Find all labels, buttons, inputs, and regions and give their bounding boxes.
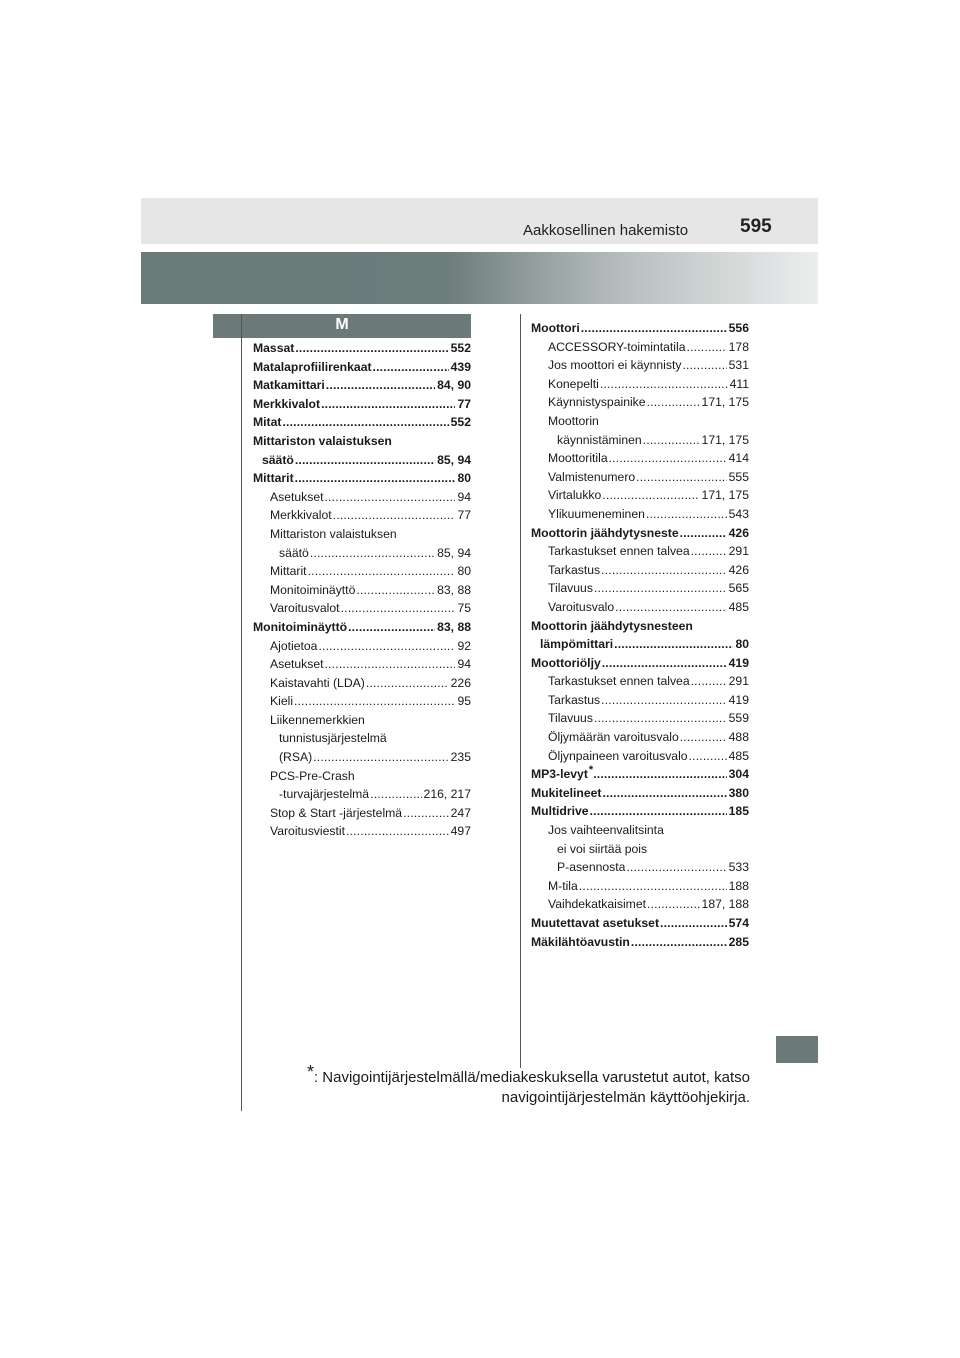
footnote-marker: * (306, 1062, 314, 1082)
header-gradient-bar (141, 252, 818, 304)
index-entry (531, 412, 749, 431)
index-entry-text: Mittarit (270, 564, 307, 579)
index-entry-text: -turvajärjestelmä (279, 787, 370, 802)
index-entry (531, 840, 749, 859)
index-entry (531, 858, 749, 877)
index-entry-text: ACCESSORY-toimintatila (548, 339, 686, 354)
index-entry-page: 226 (449, 674, 471, 693)
index-entry-page: 291 (727, 672, 749, 691)
index-entry-page: 419 (727, 691, 749, 710)
index-entry (531, 468, 749, 487)
index-entry (531, 319, 749, 338)
index-entry (253, 451, 471, 470)
index-entry-text: Varoitusvalo (548, 599, 615, 614)
column-divider-line (520, 314, 521, 1068)
index-entry-page: 531 (727, 356, 749, 375)
index-entry-page: 497 (449, 822, 471, 841)
index-entry-text: Monitoiminäyttö (270, 582, 356, 597)
index-entry-page: 565 (727, 579, 749, 598)
index-entry-page: 485 (727, 598, 749, 617)
index-entry-text: Tarkastus (548, 692, 601, 707)
index-entry-page: 543 (727, 505, 749, 524)
index-entry-text: Tarkastukset ennen talvea (548, 544, 690, 559)
index-entry-page: 187, 188 (700, 895, 749, 914)
index-entry-text: Mittariston valaistuksen (253, 433, 392, 448)
index-entry-text: Öljynpaineen varoitusvalo (548, 748, 688, 763)
index-entry-text: Jos moottori ei käynnisty (548, 358, 682, 373)
index-entry-text: Mukitelineet (531, 785, 602, 800)
index-entry-page: 84, 90 (435, 376, 471, 395)
index-entry (253, 804, 471, 823)
index-entry-text: Monitoiminäyttö (253, 619, 348, 634)
footnote-reference-marker: * (588, 765, 594, 777)
index-entry (253, 395, 471, 414)
section-side-tab (776, 1036, 818, 1063)
index-entry-text: Muutettavat asetukset (531, 916, 660, 930)
index-entry-text: Varoitusviestit (270, 824, 345, 839)
index-entry-text: Tarkastukset ennen talvea (548, 674, 690, 689)
index-entry (253, 376, 471, 395)
section-letter: M (335, 316, 349, 333)
index-entry-text: Tarkastus (548, 562, 601, 577)
index-entry-page: 85, 94 (435, 451, 471, 470)
index-entry (253, 562, 471, 581)
index-entry-text: Stop & Start -järjestelmä (270, 805, 403, 820)
footnote-line-2: navigointijärjestelmän käyttöohjekirja. (501, 1089, 750, 1106)
index-entry (531, 821, 749, 840)
index-entry-text: Jos vaihteenvalitsinta (548, 823, 664, 838)
index-entry-page: 178 (727, 338, 749, 357)
index-column-right (531, 319, 749, 951)
index-entry (253, 785, 471, 804)
index-entry (253, 432, 471, 451)
index-entry-page: 171, 175 (700, 486, 749, 505)
index-entry-page: 247 (449, 804, 471, 823)
index-entry-text: Valmistenumero (548, 469, 636, 484)
index-entry-page: 291 (727, 542, 749, 561)
index-entry (531, 784, 749, 803)
index-entry-text: tunnistusjärjestelmä (279, 731, 387, 746)
index-entry-text: ei voi siirtää pois (557, 841, 648, 856)
left-margin-line (241, 314, 242, 1111)
index-entry-page: 485 (727, 747, 749, 766)
index-entry-text: Ajotietoa (270, 638, 318, 653)
index-entry-text: käynnistäminen (557, 432, 642, 447)
index-entry (531, 691, 749, 710)
index-entry-page: 559 (727, 709, 749, 728)
index-entry (253, 544, 471, 563)
index-entry (531, 709, 749, 728)
index-entry-page: 83, 88 (435, 618, 471, 637)
index-entry-text: Tilavuus (548, 711, 593, 726)
index-entry (253, 674, 471, 693)
index-entry-text: Mittariston valaistuksen (270, 526, 397, 541)
index-entry (531, 579, 749, 598)
index-entry-text: Multidrive (531, 804, 589, 819)
index-entry (253, 729, 471, 748)
index-entry-page: 439 (449, 358, 471, 377)
index-entry-page: 285 (727, 933, 749, 952)
index-entry-page: 574 (727, 914, 749, 933)
index-entry-text: Varoitusvalot (270, 601, 340, 616)
index-entry (531, 542, 749, 561)
index-column-left (253, 339, 471, 841)
index-entry (531, 654, 749, 673)
footnote (296, 1062, 750, 1108)
index-entry-text: Matkamittari (253, 378, 325, 393)
index-entry (253, 506, 471, 525)
index-entry (253, 581, 471, 600)
index-entry-text: MP3-levyt (531, 767, 588, 782)
index-entry-page: 555 (727, 468, 749, 487)
index-entry-page: 488 (727, 728, 749, 747)
index-entry-text: P-asennosta (557, 860, 626, 875)
page-number: 595 (740, 216, 772, 237)
index-entry-text: Merkkivalot (270, 508, 332, 523)
index-entry-page: 304 (727, 765, 749, 784)
index-entry (531, 598, 749, 617)
index-entry-text: Mäkilähtöavustin (531, 934, 630, 949)
index-entry (253, 748, 471, 767)
index-entry-text: säätö (279, 545, 309, 560)
index-entry (253, 655, 471, 674)
index-entry (531, 635, 749, 654)
index-entry-page: 75 (455, 599, 471, 618)
footnote-text-1: : Navigointijärjestelmällä/mediakeskuksella varustetut autot, katso (313, 1069, 750, 1086)
index-entry (253, 618, 471, 637)
index-entry-text: Merkkivalot (253, 396, 321, 411)
index-entry-text: Asetukset (270, 657, 324, 672)
index-entry-text: säätö (262, 452, 294, 467)
index-entry (531, 728, 749, 747)
index-entry (253, 767, 471, 786)
index-entry (253, 413, 471, 432)
index-entry (253, 469, 471, 488)
index-entry-page: 94 (455, 655, 471, 674)
index-entry-text: Käynnistyspainike (548, 395, 646, 410)
index-entry-page: 171, 175 (700, 431, 749, 450)
index-entry-text: Matalaprofiilirenkaat (253, 359, 372, 374)
index-entry-page: 411 (728, 375, 749, 394)
index-entry-text: lämpömittari (540, 637, 614, 652)
index-entry-text: Kaistavahti (LDA) (270, 675, 365, 690)
header-title: Aakkosellinen hakemisto (523, 222, 689, 239)
index-entry (531, 802, 749, 821)
index-entry-text: Moottori (531, 321, 580, 335)
index-entry (531, 765, 749, 784)
index-entry-page: 95 (455, 692, 471, 711)
index-entry-page: 92 (455, 637, 471, 656)
index-entry-text: Massat (253, 341, 295, 355)
index-entry-text: Moottorin (548, 413, 599, 428)
index-entry-text: Kieli (270, 694, 294, 709)
footnote-line-1 (296, 1062, 750, 1088)
index-entry (253, 711, 471, 730)
index-entry-text: Mitat (253, 415, 282, 430)
index-entry-page: 80 (733, 635, 749, 654)
index-entry-text: Moottoritila (548, 451, 608, 466)
index-entry-text: Virtalukko (548, 488, 602, 503)
index-entry-page: 552 (449, 413, 471, 432)
index-entry (531, 449, 749, 468)
index-entry-text: Tilavuus (548, 581, 593, 596)
index-entry-text: Konepelti (548, 376, 599, 391)
index-entry (531, 431, 749, 450)
section-header (213, 314, 471, 338)
index-entry (531, 895, 749, 914)
index-entry-page: 83, 88 (435, 581, 471, 600)
index-entry-text: Liikennemerkkien (270, 712, 365, 727)
index-entry-text: (RSA) (279, 750, 313, 765)
index-entry-page: 80 (455, 469, 471, 488)
index-entry-text: PCS-Pre-Crash (270, 768, 355, 783)
index-entry-text: Moottorin jäähdytysneste (531, 525, 679, 540)
index-entry (531, 486, 749, 505)
index-entry-page: 380 (727, 784, 749, 803)
index-entry (531, 505, 749, 524)
index-entry (531, 524, 749, 543)
index-entry-page: 235 (449, 748, 471, 767)
index-entry-page: 85, 94 (435, 544, 471, 563)
index-entry-text: Vaihdekatkaisimet (548, 897, 646, 912)
index-entry-page: 419 (727, 654, 749, 673)
header-band (141, 198, 818, 244)
index-entry (531, 338, 749, 357)
index-entry-page: 185 (727, 802, 749, 821)
index-entry-text: Asetukset (270, 489, 324, 504)
index-entry-page: 171, 175 (700, 393, 749, 412)
index-entry-text: Ylikuumeneminen (548, 506, 645, 521)
index-entry-page: 552 (449, 339, 471, 358)
index-entry-page: 426 (727, 561, 749, 580)
index-entry (531, 561, 749, 580)
index-entry-page: 80 (455, 562, 471, 581)
index-entry-page: 188 (727, 877, 749, 896)
index-entry (253, 488, 471, 507)
index-entry-text: Moottorin jäähdytysnesteen (531, 618, 693, 633)
index-entry (531, 617, 749, 636)
index-entry (531, 393, 749, 412)
index-entry-page: 556 (727, 319, 749, 338)
index-entry (531, 747, 749, 766)
index-entry (531, 933, 749, 952)
index-entry (253, 339, 471, 358)
index-entry (531, 375, 749, 394)
index-entry (253, 637, 471, 656)
index-entry (253, 822, 471, 841)
index-entry (253, 525, 471, 544)
index-entry-text: Mittarit (253, 471, 294, 486)
index-entry (253, 692, 471, 711)
index-entry (253, 599, 471, 618)
index-entry-page: 216, 217 (422, 785, 471, 804)
index-entry-page: 533 (727, 858, 749, 877)
index-entry (253, 358, 471, 377)
index-entry-page: 77 (455, 395, 471, 414)
index-entry-page: 77 (455, 506, 471, 525)
index-entry-page: 426 (727, 524, 749, 543)
index-entry-text: Moottoriöljy (531, 655, 601, 670)
index-entry (531, 672, 749, 691)
index-entry (531, 877, 749, 896)
index-entry-page: 414 (727, 449, 749, 468)
index-entry (531, 356, 749, 375)
index-entry (531, 914, 749, 933)
index-entry-text: M-tila (548, 878, 578, 893)
index-entry-text: Öljymäärän varoitusvalo (548, 730, 679, 745)
index-entry-page: 94 (455, 488, 471, 507)
